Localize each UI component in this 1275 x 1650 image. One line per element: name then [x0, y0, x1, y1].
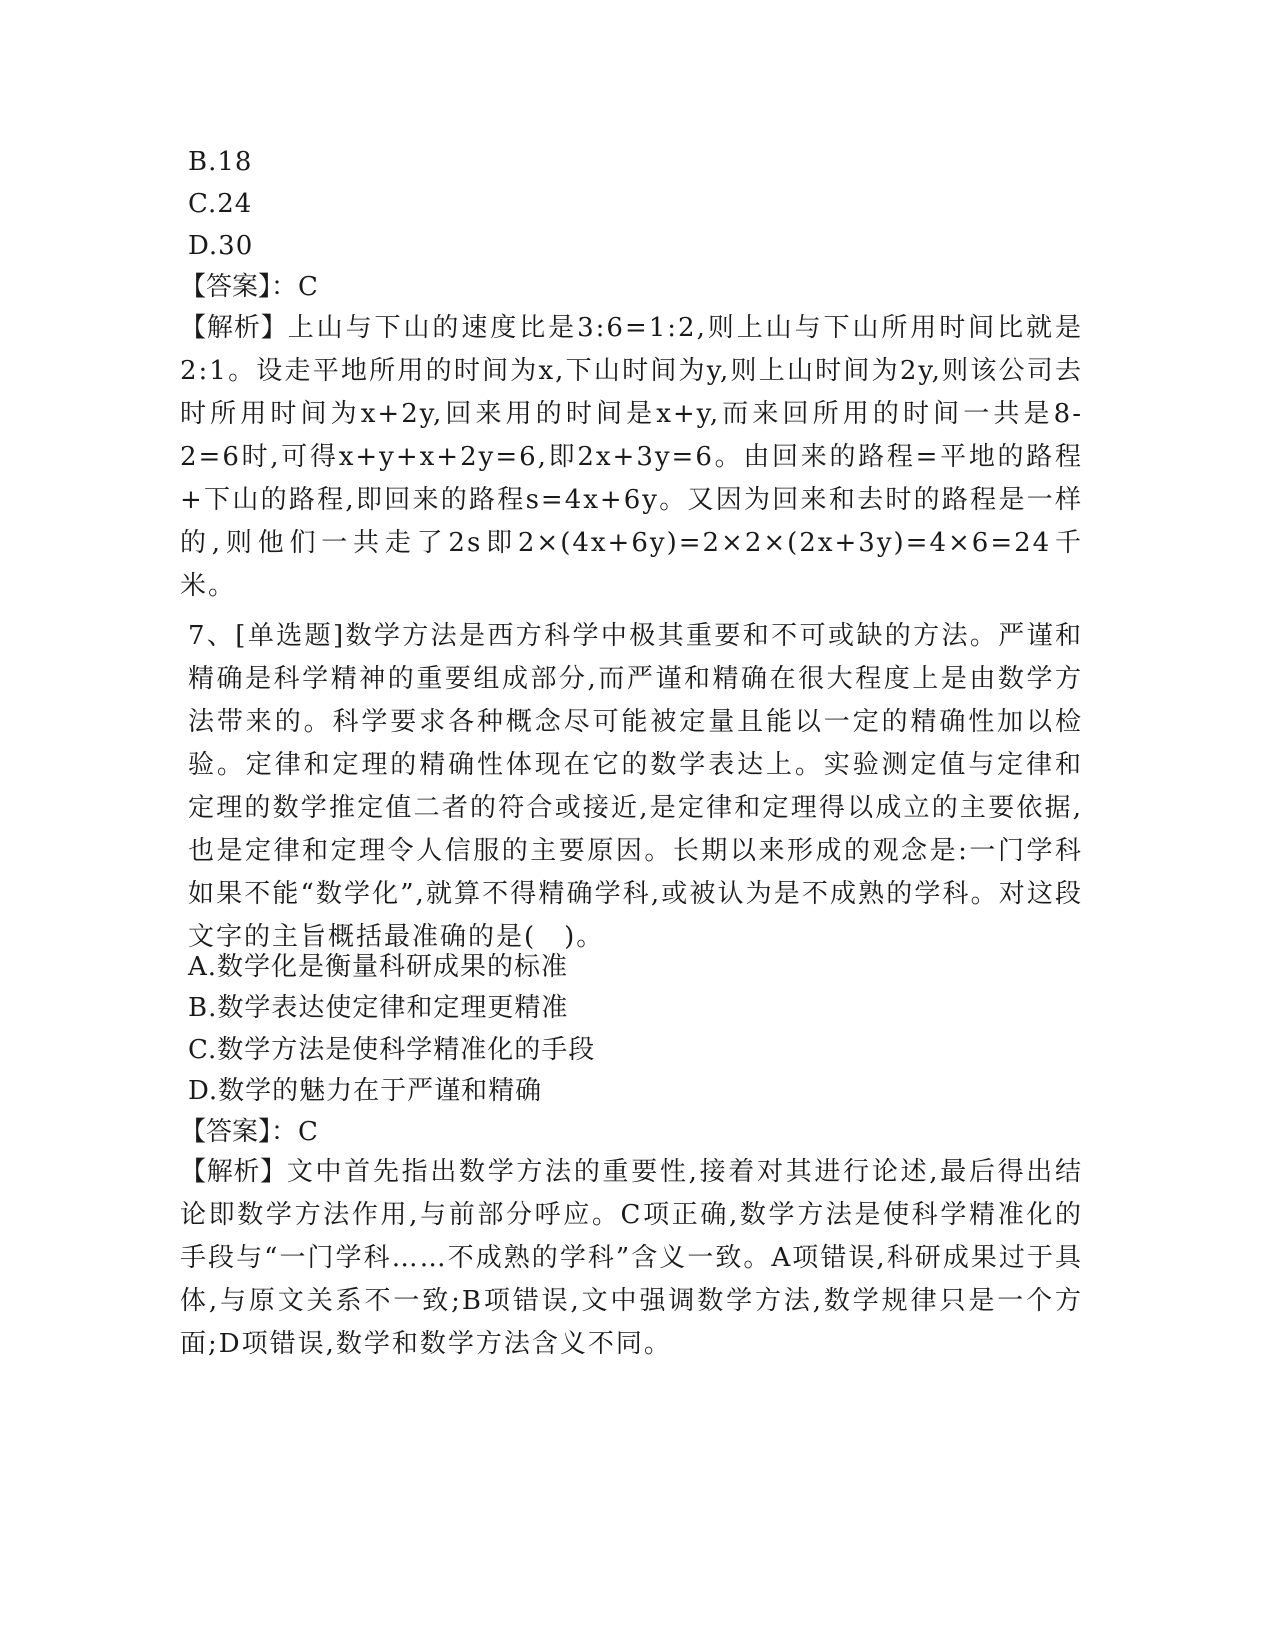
q7-analysis-text: 文中首先指出数学方法的重要性,接着对其进行论述,最后得出结论即数学方法作用,与前部分呼应。C项正确,数学方法是使科学精准化的手段与“一门学科……不成熟的学科”含义一致。A项错误,科研成果过于具体,与原文关系不一致;B项错误,文中强调数学方法,数学规律只是一个方面;D项错误,数学和数学方法含义不同。: [180, 1157, 1083, 1359]
question-7-stem: 7、[单选题]数学方法是西方科学中极其重要和不可或缺的方法。严谨和精确是科学精神的重要组成部分,而严谨和精确在很大程度上是由数学方法带来的。科学要求各种概念尽可能被定量且能以一定的精确性加以检验。定律和定理的精确性体现在它的数学表达上。实验测定值与定律和定理的数学推定值二者的符合或接近,是定律和定理得以成立的主要依据,也是定律和定理令人信服的主要原因。长期以来形成的观念是:一门学科如果不能“数学化”,就算不得精确学科,或被认为是不成熟的学科。对这段文字的主旨概括最准确的是( )。: [188, 621, 1083, 952]
answer-label: 【答案】: [180, 272, 272, 302]
q7-answer-value: ：C: [271, 1117, 319, 1147]
q7-analysis-label: 【解析】: [180, 1157, 287, 1187]
option-d: D.30: [188, 231, 254, 261]
answer-line: [180, 271, 319, 303]
analysis-text: 上山与下山的速度比是3:6=1:2,则上山与下山所用时间比就是2:1。设走平地所用的时间为x,下山时间为y,则上山时间为2y,则该公司去时所用时间为x+2y,回来用的时间是x+y,而来回所用的时间一共是8-2=6时,可得x+y+x+2y=6,即2x+3y=6。由回来的路程=平地的路程+下山的路程,即回来的路程s=4x+6y。又因为回来和去时的路程是一样的,则他们一共走了2s即2×(4x+6y)=2×2×(2x+3y)=4×6=24千米。: [180, 313, 1083, 601]
option-c: C.24: [188, 189, 253, 219]
option-b: B.18: [188, 147, 253, 177]
q7-option-b: B.数学表达使定律和定理更精准: [188, 993, 569, 1023]
analysis-paragraph: [180, 307, 1083, 608]
q7-answer-line: [180, 1116, 319, 1148]
answer-value: ：C: [271, 272, 319, 302]
q7-option-c: C.数学方法是使科学精准化的手段: [188, 1035, 596, 1065]
q7-option-d: D.数学的魅力在于严谨和精确: [188, 1076, 543, 1106]
q7-option-a: A.数学化是衡量科研成果的标准: [188, 952, 569, 982]
analysis-label: 【解析】: [180, 313, 288, 343]
q7-answer-label: 【答案】: [180, 1117, 272, 1147]
q7-analysis-paragraph: [180, 1151, 1083, 1366]
